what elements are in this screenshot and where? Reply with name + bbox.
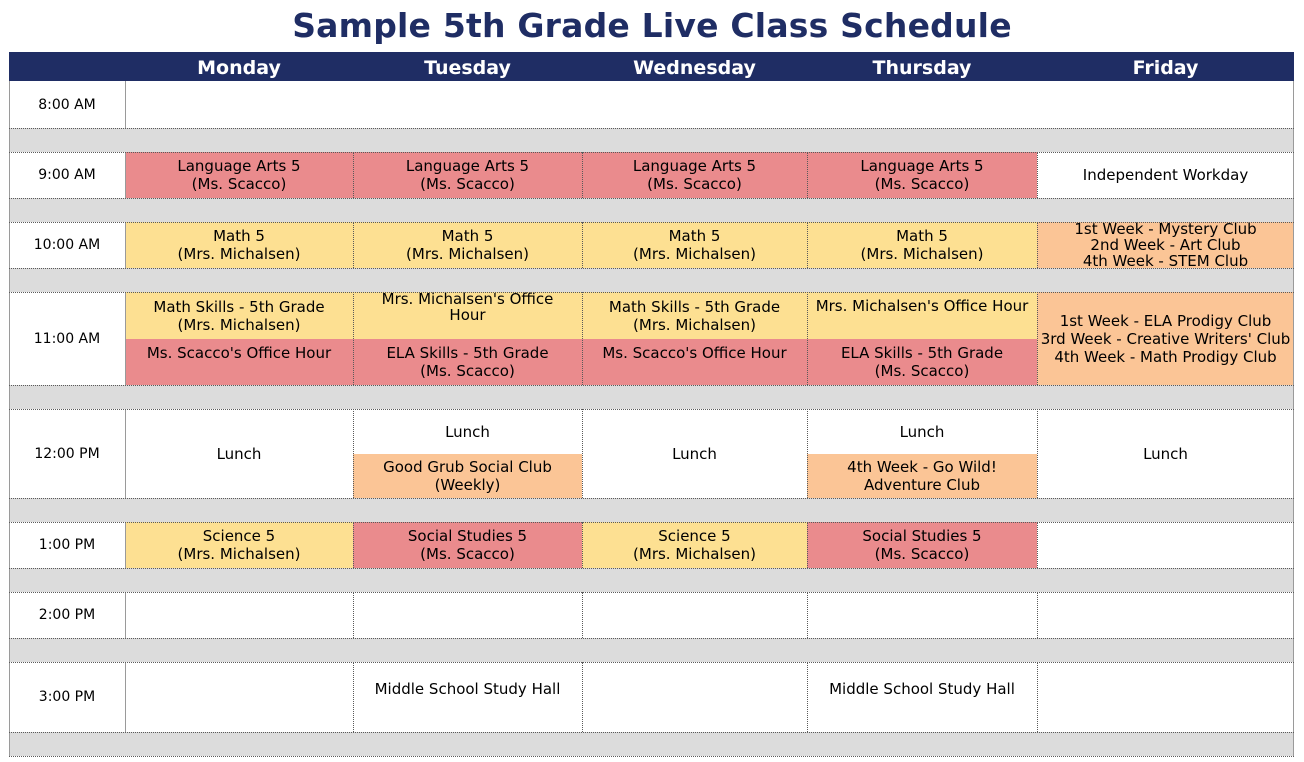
grid-line	[9, 198, 1294, 199]
class-cell	[807, 522, 1037, 568]
time-label: 3:00 PM	[38, 689, 96, 705]
class-title: Math 5	[668, 227, 721, 245]
class-title: Mrs. Michalsen's Office	[381, 292, 554, 308]
club-line: 1st Week - ELA Prodigy Club	[1059, 311, 1272, 330]
gap-row	[9, 268, 1294, 292]
class-teacher: (Mrs. Michalsen)	[406, 245, 529, 263]
grid-line	[125, 222, 126, 268]
class-cell	[353, 222, 582, 268]
class-cell	[582, 522, 807, 568]
lunch-cell: Lunch	[125, 409, 353, 498]
class-teacher: (Mrs. Michalsen)	[177, 545, 301, 563]
grid-line	[125, 152, 126, 198]
grid-line	[353, 662, 354, 732]
grid-line	[9, 222, 1294, 223]
class-title: Ms. Scacco's Office Hour	[602, 344, 787, 362]
class-cell	[125, 292, 353, 339]
class-cell	[353, 522, 582, 568]
grid-line	[353, 409, 354, 498]
time-label: 8:00 AM	[38, 96, 96, 113]
grid-line	[9, 409, 1294, 410]
class-title: Math 5	[213, 227, 265, 245]
grid-line	[9, 385, 1294, 386]
grid-line	[125, 292, 126, 385]
club-line: 4th Week - Math Prodigy Club	[1054, 347, 1277, 366]
grid-line	[807, 662, 808, 732]
class-cell	[582, 292, 807, 339]
grid-line	[9, 128, 1294, 129]
class-title: Science 5	[658, 527, 731, 545]
class-title: ELA Skills - 5th Grade	[840, 344, 1004, 362]
time-label: 9:00 AM	[38, 167, 96, 183]
grid-line	[1037, 592, 1038, 638]
grid-line	[1037, 522, 1038, 568]
grid-line	[353, 522, 354, 568]
class-title: Language Arts 5	[405, 157, 530, 175]
gap-row	[9, 198, 1294, 222]
grid-line	[353, 592, 354, 638]
grid-line	[125, 522, 126, 568]
club-line: 4th Week - Go Wild!	[847, 458, 997, 476]
grid-line	[9, 638, 1294, 639]
study-hall-cell: Middle School Study Hall	[353, 662, 582, 732]
grid-line	[1293, 81, 1294, 756]
class-teacher: (Ms. Scacco)	[874, 175, 970, 193]
gap-row	[9, 128, 1294, 152]
class-title: Language Arts 5	[632, 157, 757, 175]
class-title: Social Studies 5	[862, 527, 982, 545]
study-hall-cell: Middle School Study Hall	[807, 662, 1037, 732]
grid-line	[582, 152, 583, 198]
class-teacher: (Ms. Scacco)	[647, 175, 742, 193]
club-cell	[1037, 222, 1294, 268]
class-title: Math 5	[441, 227, 494, 245]
office-hour-cell	[125, 339, 353, 385]
grid-line	[1037, 292, 1038, 385]
grid-line	[582, 409, 583, 498]
club-line: 1st Week - Mystery Club	[1074, 222, 1257, 238]
lunch-cell: Lunch	[582, 409, 807, 498]
club-line: 3rd Week - Creative Writers' Club	[1040, 329, 1291, 348]
grid-line	[1037, 662, 1038, 732]
grid-line	[125, 662, 126, 732]
class-cell	[353, 339, 582, 385]
office-hour-cell	[582, 339, 807, 385]
class-teacher: (Mrs. Michalsen)	[860, 245, 984, 263]
class-cell	[807, 152, 1037, 198]
class-cell	[1037, 152, 1294, 198]
grid-line	[807, 222, 808, 268]
club-line: Good Grub Social Club	[383, 458, 552, 476]
grid-line	[9, 592, 1294, 593]
class-teacher: (Ms. Scacco)	[420, 175, 515, 193]
grid-line	[582, 662, 583, 732]
class-title: Math Skills - 5th Grade	[608, 297, 781, 316]
gap-row	[9, 732, 1294, 756]
schedule-table	[9, 52, 1294, 758]
class-title: Independent Workday	[1082, 166, 1249, 184]
class-title: Math Skills - 5th Grade	[153, 297, 325, 316]
time-label: 2:00 PM	[38, 607, 96, 623]
grid-line	[582, 522, 583, 568]
class-teacher: (Mrs. Michalsen)	[177, 245, 301, 263]
lunch-cell: Lunch	[1037, 409, 1294, 498]
lunch-cell: Lunch	[353, 409, 582, 454]
grid-line	[582, 592, 583, 638]
time-label: 11:00 AM	[33, 330, 101, 347]
grid-line	[9, 756, 1294, 757]
page-title: Sample 5th Grade Live Class Schedule	[292, 6, 1012, 45]
grid-line	[9, 662, 1294, 663]
grid-line	[582, 292, 583, 385]
grid-line	[1037, 152, 1038, 198]
class-teacher: (Ms. Scacco)	[191, 175, 287, 193]
grid-line	[9, 292, 1294, 293]
class-teacher: (Mrs. Michalsen)	[633, 245, 756, 263]
grid-line	[9, 522, 1294, 523]
header-tuesday: Tuesday	[353, 52, 582, 81]
gap-row	[9, 498, 1294, 522]
grid-line	[9, 498, 1294, 499]
grid-line	[807, 152, 808, 198]
grid-line	[353, 222, 354, 268]
time-label: 1:00 PM	[38, 537, 96, 553]
class-cell	[807, 222, 1037, 268]
class-title: Mrs. Michalsen's Office Hour	[815, 297, 1029, 315]
club-line: (Weekly)	[434, 476, 501, 494]
time-label: 10:00 AM	[33, 237, 101, 253]
class-cell	[125, 222, 353, 268]
class-cell	[807, 339, 1037, 385]
grid-line	[125, 592, 126, 638]
class-title: Math 5	[896, 227, 948, 245]
grid-line	[807, 592, 808, 638]
club-cell	[807, 454, 1037, 498]
club-cell	[353, 454, 582, 498]
class-teacher: (Ms. Scacco)	[874, 362, 970, 380]
header-thursday: Thursday	[807, 52, 1037, 81]
class-title: Language Arts 5	[177, 157, 301, 175]
class-teacher: (Mrs. Michalsen)	[177, 315, 301, 334]
club-line: Adventure Club	[863, 476, 981, 494]
class-teacher: (Ms. Scacco)	[420, 362, 515, 380]
class-cell	[582, 152, 807, 198]
grid-line	[807, 292, 808, 385]
time-label: 12:00 PM	[34, 445, 100, 462]
club-line: 4th Week - STEM Club	[1082, 251, 1249, 268]
class-title: Ms. Scacco's Office Hour	[146, 344, 332, 362]
grid-line	[9, 152, 1294, 153]
gap-row	[9, 638, 1294, 662]
grid-line	[807, 522, 808, 568]
grid-line	[125, 81, 126, 128]
header-wednesday: Wednesday	[582, 52, 807, 81]
class-teacher: (Ms. Scacco)	[874, 545, 970, 563]
class-teacher: (Ms. Scacco)	[420, 545, 515, 563]
grid-line	[9, 568, 1294, 569]
club-cell	[1037, 292, 1294, 385]
class-teacher: (Mrs. Michalsen)	[633, 545, 756, 563]
grid-line	[353, 292, 354, 385]
class-title: ELA Skills - 5th Grade	[386, 344, 549, 362]
grid-line	[1037, 222, 1038, 268]
grid-line	[9, 81, 10, 756]
class-title: Science 5	[202, 527, 276, 545]
gap-row	[9, 385, 1294, 409]
office-hour-cell	[807, 292, 1037, 339]
class-cell	[353, 152, 582, 198]
grid-line	[353, 152, 354, 198]
gap-row	[9, 568, 1294, 592]
grid-line	[807, 409, 808, 498]
header-friday: Friday	[1037, 52, 1294, 81]
class-cell	[582, 222, 807, 268]
class-cell	[125, 522, 353, 568]
grid-line	[1037, 409, 1038, 498]
grid-line	[125, 409, 126, 498]
class-cell	[125, 152, 353, 198]
lunch-cell: Lunch	[807, 409, 1037, 454]
class-title: Social Studies 5	[407, 527, 528, 545]
grid-line	[582, 222, 583, 268]
office-hour-cell	[353, 292, 582, 339]
class-teacher: (Mrs. Michalsen)	[633, 315, 756, 334]
class-title: Hour	[449, 306, 486, 324]
header-monday: Monday	[125, 52, 353, 81]
grid-line	[9, 732, 1294, 733]
grid-line	[9, 268, 1294, 269]
club-line: 2nd Week - Art Club	[1090, 235, 1241, 254]
class-title: Language Arts 5	[860, 157, 984, 175]
